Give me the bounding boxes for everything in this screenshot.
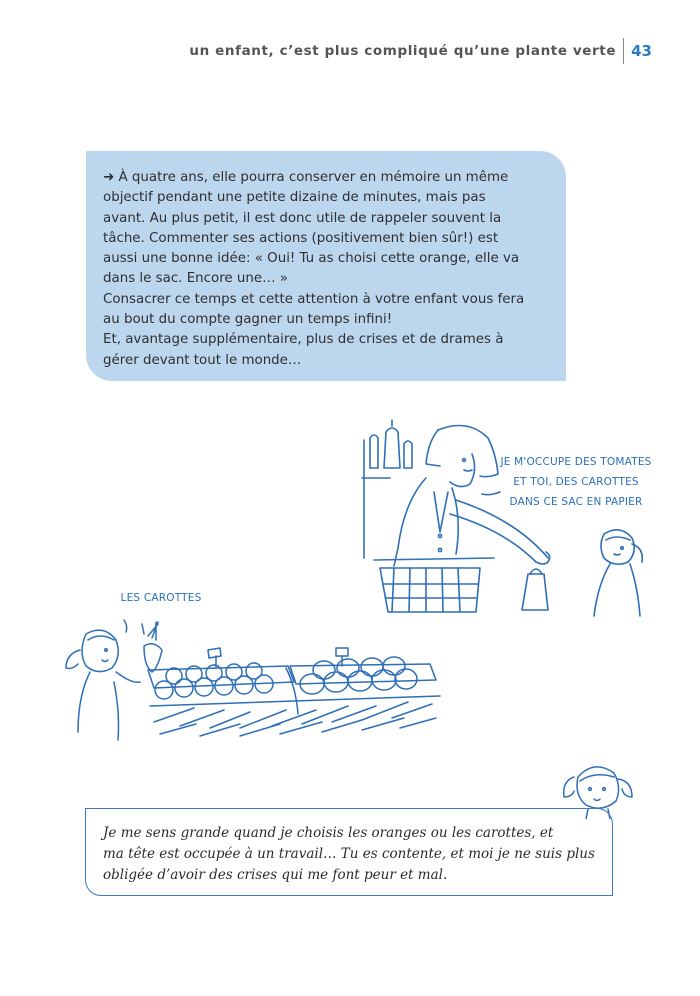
- quote-line-3: obligée d’avoir des crises qui me font peur et mal.: [103, 867, 448, 883]
- info-line-10: gérer devant tout le monde…: [103, 352, 302, 368]
- child-produce-stand-illustration: [40, 610, 450, 752]
- info-line-3: avant. Au plus petit, il est donc utile de rappeler souvent la: [103, 210, 502, 226]
- mother-child-cart-illustration: [360, 418, 660, 618]
- speech-line-3: DANS CE SAC EN PAPIER: [509, 496, 643, 508]
- quote-line-1: Je me sens grande quand je choisis les oranges ou les carottes, et: [103, 825, 554, 841]
- info-line-8: au bout du compte gagner un temps infini!: [103, 312, 393, 328]
- info-line-4: tâche. Commenter ses actions (positivement bien sûr!) est: [103, 230, 499, 246]
- speech-bubble-child: LES CAROTTES: [120, 592, 202, 604]
- arrow-icon: ➜: [103, 170, 115, 185]
- info-line-7: Consacrer ce temps et cette attention à votre enfant vous fera: [103, 291, 525, 307]
- header-divider: [623, 38, 624, 64]
- speech-line-2: ET TOI, DES CAROTTES: [513, 476, 639, 488]
- info-line-6: dans le sac. Encore une… »: [103, 271, 288, 287]
- speech-line-1: JE M'OCCUPE DES TOMATES: [500, 456, 652, 468]
- running-title: un enfant, c’est plus compliqué qu’une plante verte: [189, 43, 617, 59]
- info-line-5: aussi une bonne idée: « Oui! Tu as choisi cette orange, elle va: [103, 251, 520, 267]
- info-line-2: objectif pendant une petite dizaine de minutes, mais pas: [103, 190, 486, 206]
- info-line-1-text: À quatre ans, elle pourra conserver en mémoire un même: [118, 170, 509, 185]
- info-line-9: Et, avantage supplémentaire, plus de crises et de drames à: [103, 332, 504, 348]
- page-number: 43: [631, 42, 652, 60]
- info-box: [86, 151, 566, 381]
- speech-bubble-mother: [496, 452, 656, 512]
- info-line-1: [103, 168, 550, 188]
- quote-box: [85, 808, 613, 896]
- running-header: [189, 38, 652, 64]
- quote-line-2: ma tête est occupée à un travail… Tu es contente, et moi je ne suis plus: [103, 846, 595, 862]
